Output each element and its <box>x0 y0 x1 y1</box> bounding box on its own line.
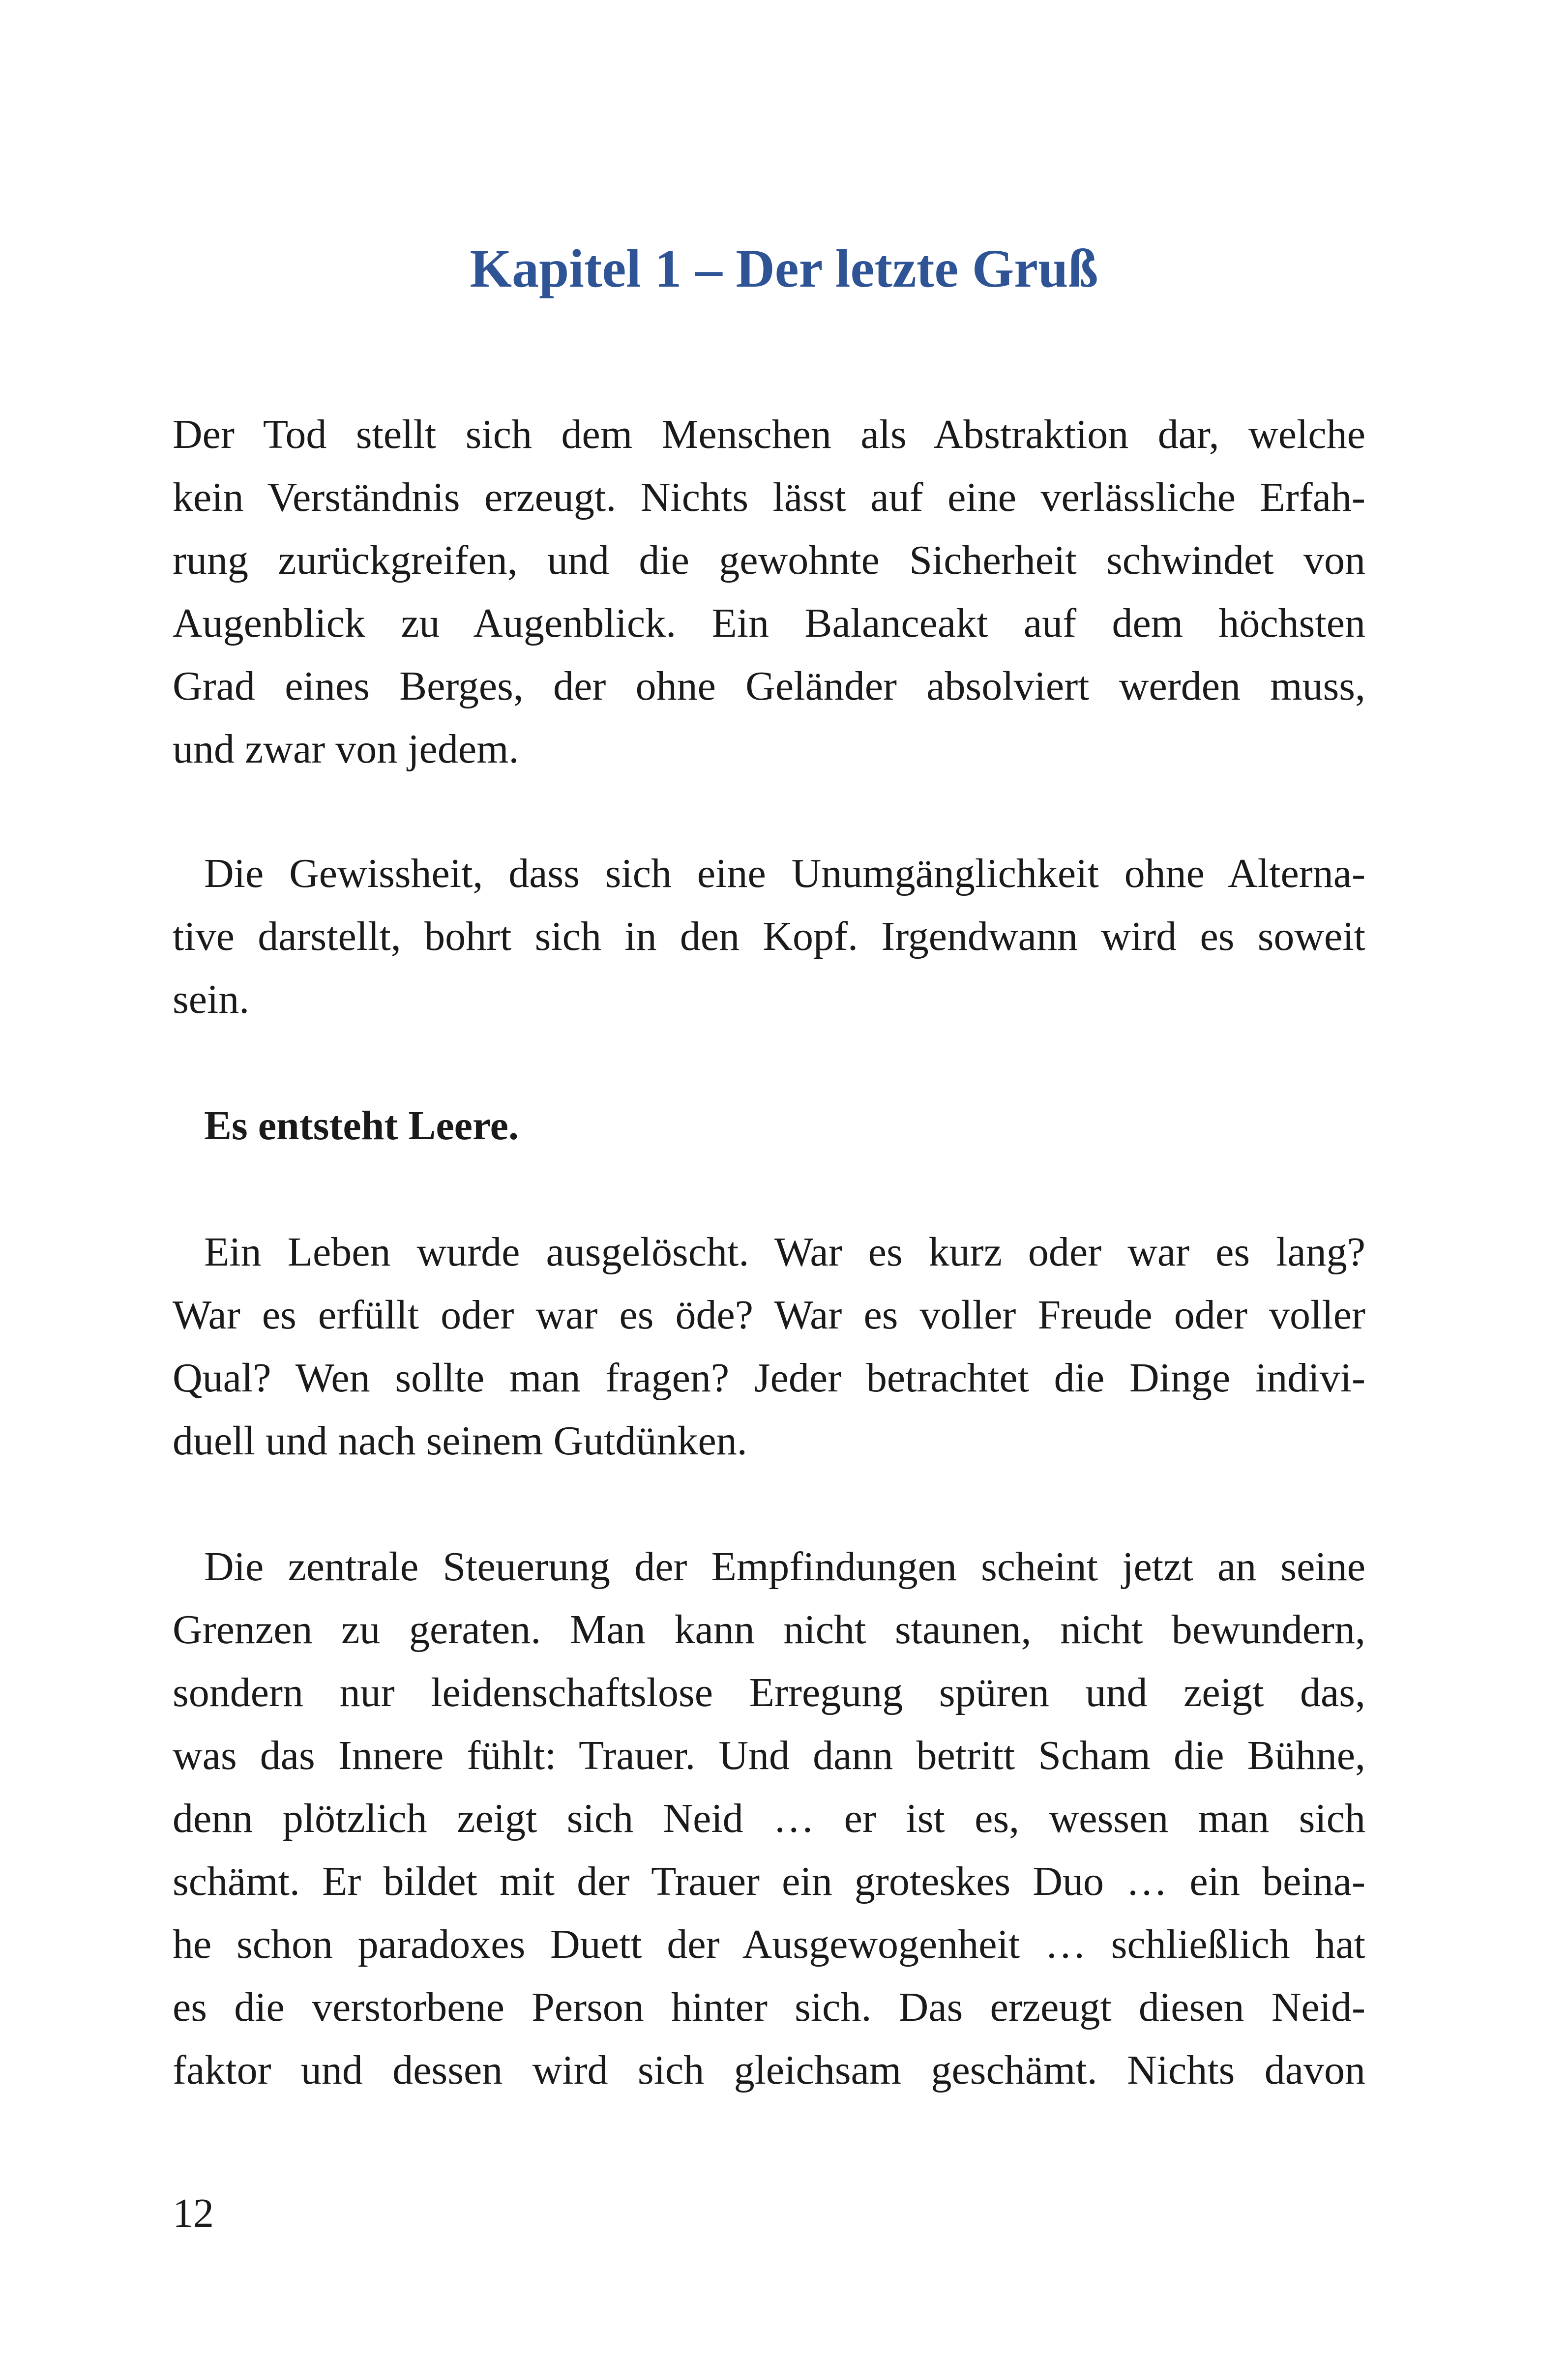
text-line: Die zentrale Steuerung der Empfindungen scheint jetzt an seine <box>204 1544 1365 1590</box>
text-line: duell und nach seinem Gutdünken. <box>173 1418 747 1464</box>
paragraph-4 <box>173 1221 1365 1473</box>
text-line: Ein Leben wurde ausgelöscht. War es kurz oder war es lang? <box>204 1229 1365 1275</box>
text-line: Grenzen zu geraten. Man kann nicht staunen, nicht bewundern, <box>173 1607 1365 1652</box>
text-line: was das Innere fühlt: Trauer. Und dann betritt Scham die Bühne, <box>173 1733 1365 1778</box>
paragraph-2 <box>173 842 1365 1031</box>
text-line: sein. <box>173 976 250 1022</box>
text-line: Der Tod stellt sich dem Menschen als Abstraktion dar, welche <box>173 412 1365 457</box>
text-line: und zwar von jedem. <box>173 726 519 772</box>
text-line: tive darstellt, bohrt sich in den Kopf. Irgendwann wird es soweit <box>173 914 1365 959</box>
page-number: 12 <box>173 2190 214 2236</box>
text-line: he schon paradoxes Duett der Ausgewogenheit … schließlich hat <box>173 1921 1365 1967</box>
text-line: es die verstorbene Person hinter sich. Das erzeugt diesen Neid- <box>173 1984 1365 2030</box>
text-line: sondern nur leidenschaftslose Erregung spüren und zeigt das, <box>173 1670 1365 1715</box>
text-line: kein Verständnis erzeugt. Nichts lässt auf eine verlässliche Erfah- <box>173 474 1365 520</box>
text-line: Augenblick zu Augenblick. Ein Balanceakt auf dem höchsten <box>173 600 1365 646</box>
text-line: Qual? Wen sollte man fragen? Jeder betrachtet die Dinge indivi- <box>173 1355 1365 1401</box>
text-line: War es erfüllt oder war es öde? War es voller Freude oder voller <box>173 1292 1365 1338</box>
text-line: faktor und dessen wird sich gleichsam geschämt. Nichts davon <box>173 2047 1365 2093</box>
text-line: rung zurückgreifen, und die gewohnte Sicherheit schwindet von <box>173 537 1365 583</box>
emphasis-line: Es entsteht Leere. <box>204 1103 519 1149</box>
paragraph-5 <box>173 1535 1365 2102</box>
text-line: Die Gewissheit, dass sich eine Unumgänglichkeit ohne Alterna- <box>204 851 1365 896</box>
paragraph-1 <box>173 403 1365 781</box>
text-line: Grad eines Berges, der ohne Geländer absolviert werden muss, <box>173 663 1365 709</box>
paragraph-3 <box>173 1094 1365 1157</box>
text-line: schämt. Er bildet mit der Trauer ein groteskes Duo … ein beina- <box>173 1858 1365 1904</box>
text-line: denn plötzlich zeigt sich Neid … er ist es, wessen man sich <box>173 1796 1365 1841</box>
chapter-title: Kapitel 1 – Der letzte Gruß <box>470 238 1098 298</box>
